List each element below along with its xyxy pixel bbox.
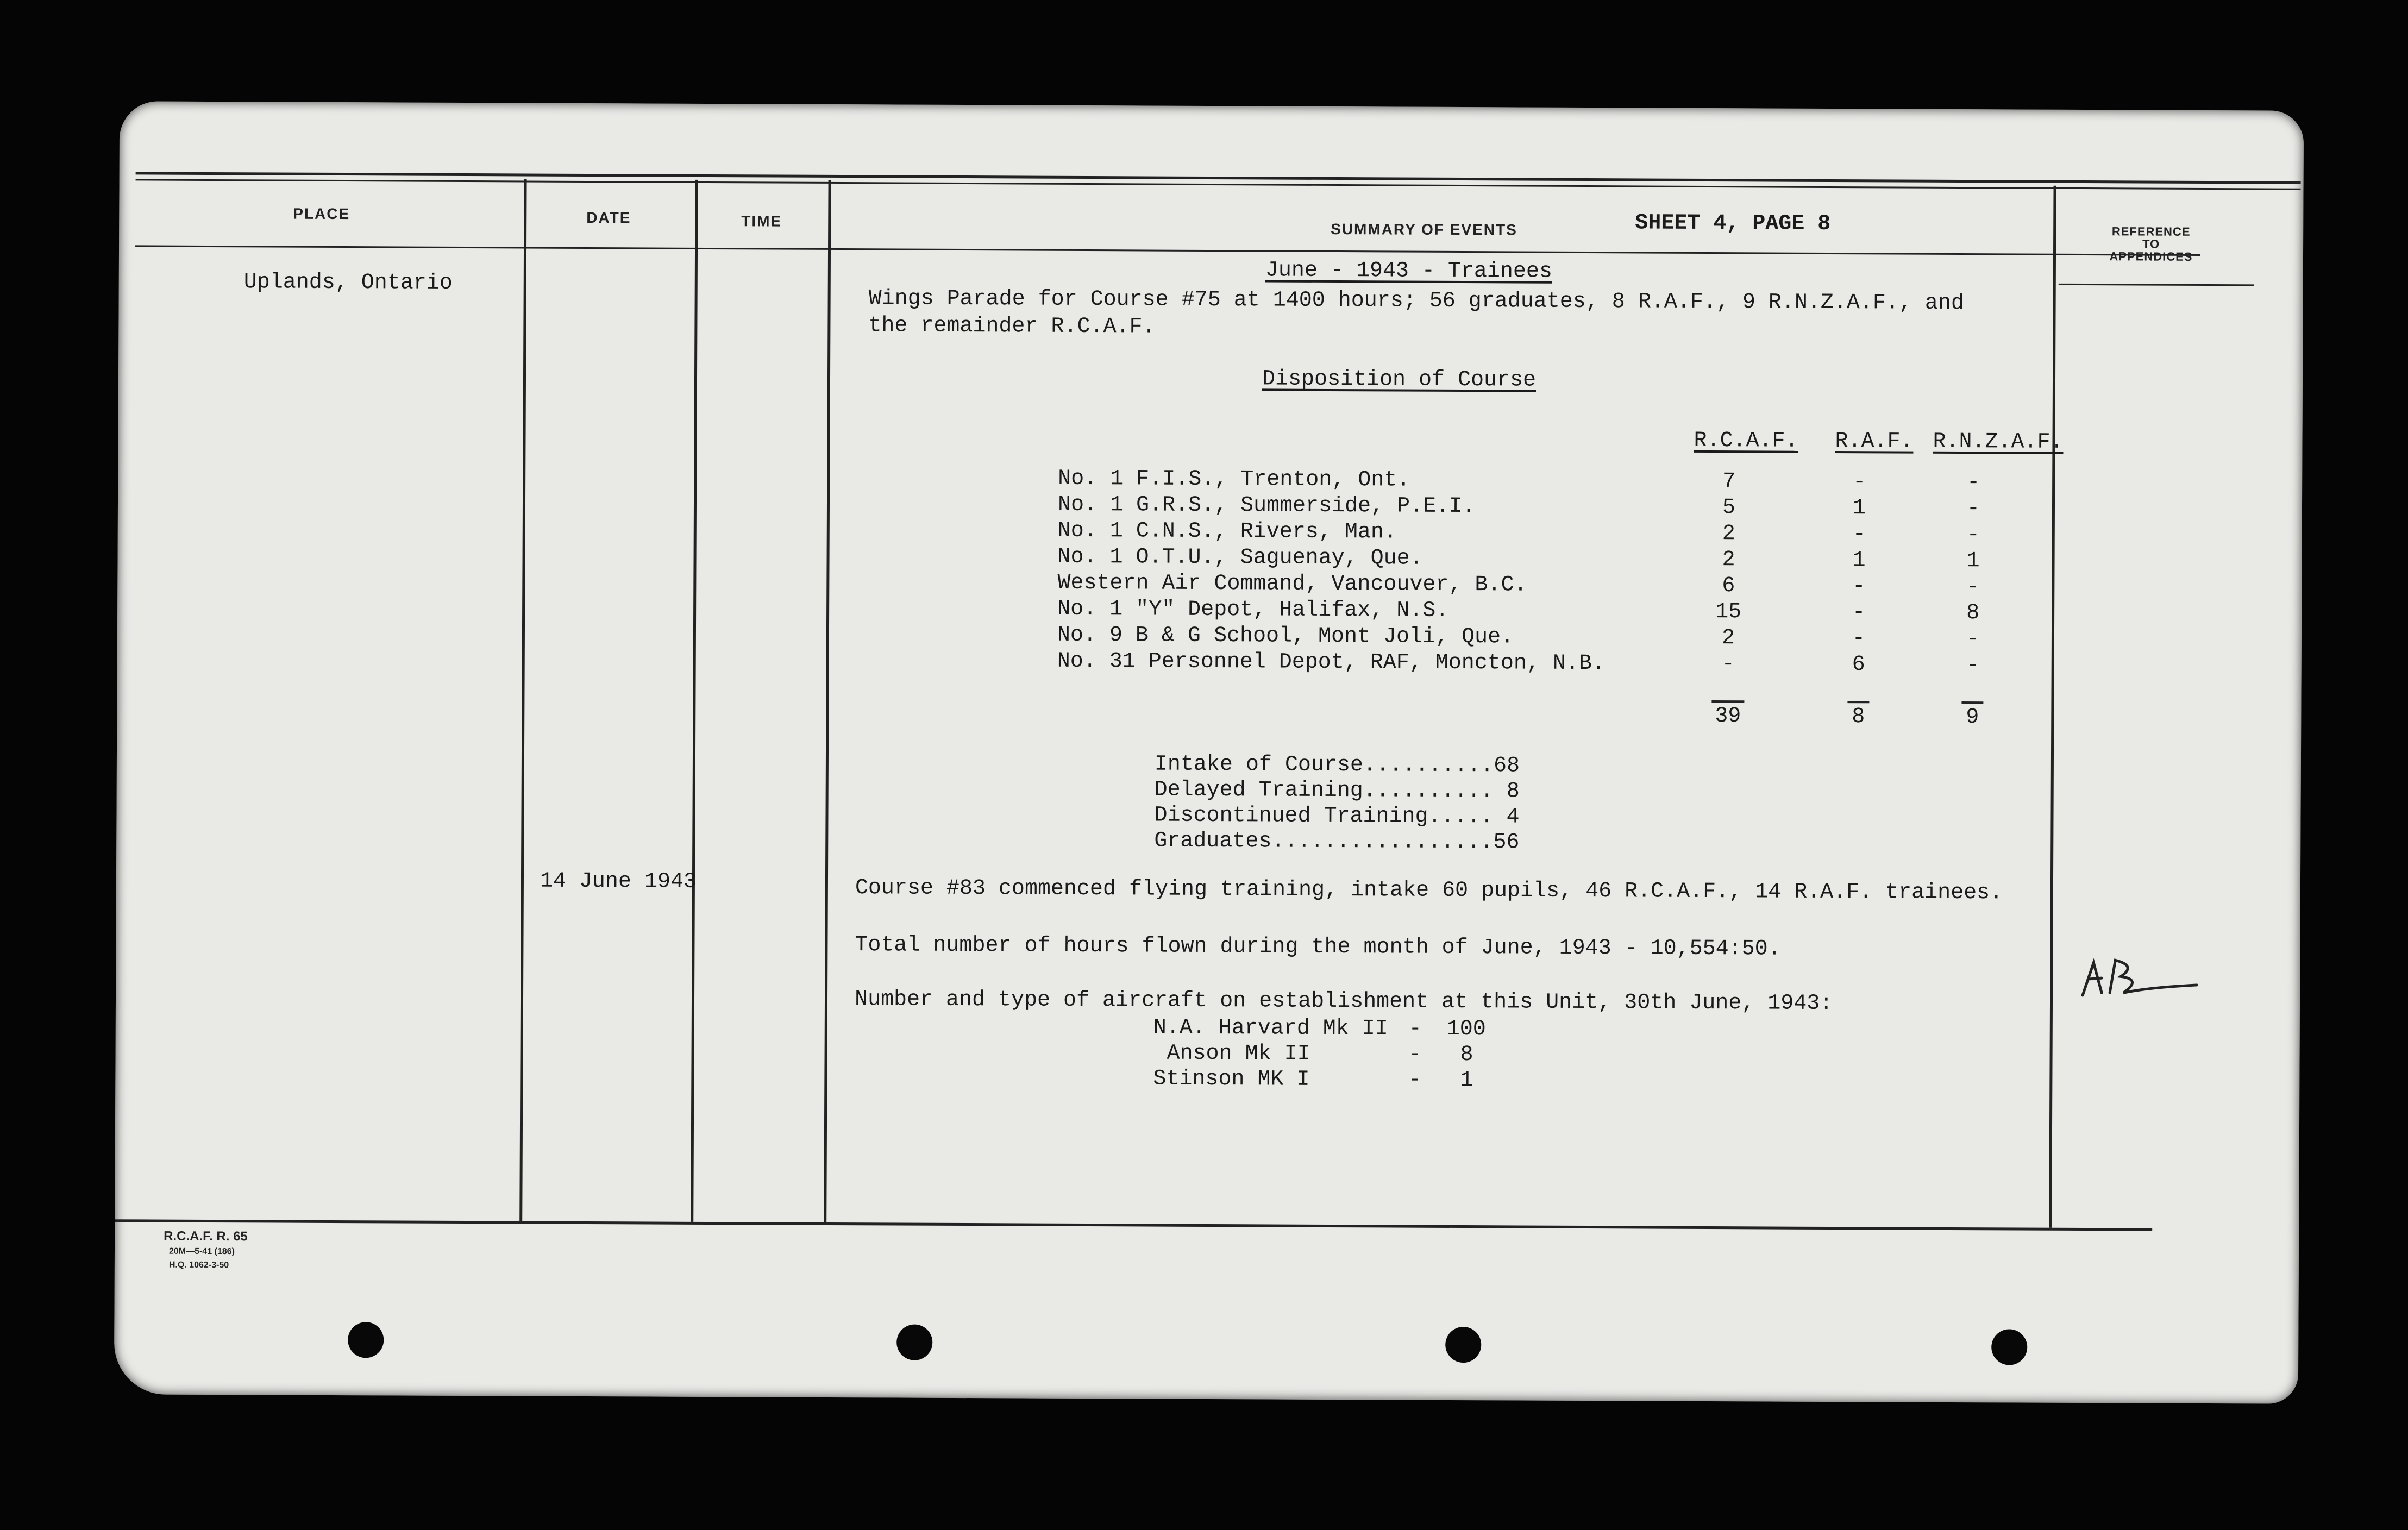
col-raf: R.A.F. <box>1835 429 1914 454</box>
wings-parade-line2: the remainder R.C.A.F. <box>868 313 1156 340</box>
reference-header-rule <box>2059 284 2254 286</box>
handwritten-initials-mark <box>2072 946 2208 1007</box>
rcaf-value: 6 <box>1722 574 1735 599</box>
rcaf-value: 15 <box>1715 600 1742 625</box>
rnzaf-value: - <box>1966 627 1980 652</box>
time-header: TIME <box>741 212 782 230</box>
discontinued-line: Discontinued Training..... 4 <box>1154 803 1520 830</box>
rcaf-value: 7 <box>1722 469 1736 494</box>
raf-value: - <box>1853 470 1866 495</box>
form-hq-ref: H.Q. 1062-3-50 <box>168 1260 229 1270</box>
rnzaf-value: 1 <box>1966 549 1980 574</box>
delayed-line: Delayed Training.......... 8 <box>1154 777 1520 804</box>
row-label: No. 1 G.R.S., Summerside, P.E.I. <box>1057 492 1476 519</box>
place-uplands: Uplands, Ontario <box>243 270 453 296</box>
intake-line: Intake of Course..........68 <box>1154 752 1520 779</box>
aircraft-dash: - <box>1408 1017 1422 1042</box>
aircraft-count: 1 <box>1460 1068 1473 1093</box>
raf-value: - <box>1852 522 1866 547</box>
rnzaf-value: - <box>1966 653 1979 678</box>
rcaf-value: 2 <box>1722 548 1735 573</box>
rnzaf-value: - <box>1967 471 1980 496</box>
punch-hole <box>348 1322 384 1358</box>
hours-flown-line: Total number of hours flown during the month of June, 1943 - 10,554:50. <box>855 933 1781 962</box>
raf-value: - <box>1852 626 1866 651</box>
col-rnzaf: R.N.Z.A.F. <box>1933 429 2064 455</box>
aircraft-intro: Number and type of aircraft on establishment at this Unit, 30th June, 1943: <box>854 987 1833 1017</box>
disposition-title: Disposition of Course <box>1262 367 1537 393</box>
aircraft-count: 8 <box>1460 1043 1473 1068</box>
form-number: R.C.A.F. R. 65 <box>164 1228 248 1244</box>
rcaf-value: 2 <box>1722 522 1735 547</box>
row-label: No. 1 C.N.S., Rivers, Man. <box>1057 518 1397 545</box>
date-header: DATE <box>586 209 631 227</box>
rcaf-value: 2 <box>1721 626 1735 651</box>
rcaf-total: 39 <box>1711 700 1744 731</box>
row-label: No. 31 Personnel Depot, RAF, Moncton, N.B. <box>1057 649 1605 676</box>
reference-header: REFERENCE TO APPENDICES <box>2109 224 2193 264</box>
aircraft-count: 100 <box>1446 1017 1486 1042</box>
bottom-rule <box>115 1219 2152 1231</box>
date-14-june: 14 June 1943 <box>540 869 697 894</box>
aircraft-type: Anson Mk II <box>1167 1041 1310 1067</box>
raf-total: 8 <box>1847 701 1869 731</box>
rnzaf-value: - <box>1966 497 1980 522</box>
aircraft-dash: - <box>1408 1068 1422 1093</box>
aircraft-type: N.A. Harvard Mk II <box>1153 1015 1388 1042</box>
course-83-line: Course #83 commenced flying training, intake 60 pupils, 46 R.C.A.F., 14 R.A.F. trainees. <box>855 876 2003 906</box>
raf-value: 1 <box>1852 496 1866 521</box>
graduates-line: Graduates.................56 <box>1154 829 1520 855</box>
rnzaf-value: 8 <box>1966 601 1980 626</box>
top-rule <box>136 172 2301 184</box>
row-label: No. 9 B & G School, Mont Joli, Que. <box>1057 623 1514 650</box>
aircraft-dash: - <box>1408 1042 1422 1067</box>
punch-hole <box>896 1325 932 1360</box>
place-header: PLACE <box>293 205 350 223</box>
place-column-divider <box>519 179 526 1221</box>
row-label: No. 1 O.T.U., Saguenay, Que. <box>1057 544 1423 571</box>
rnzaf-value: - <box>1966 523 1980 548</box>
raf-value: 1 <box>1852 548 1866 573</box>
rcaf-value: 5 <box>1722 496 1736 521</box>
diary-sheet <box>114 101 2304 1404</box>
raf-value: - <box>1852 600 1866 625</box>
rcaf-value: - <box>1721 652 1735 677</box>
month-heading: June - 1943 - Trainees <box>1265 258 1553 284</box>
time-column-divider <box>824 180 831 1222</box>
form-print-run: 20M—5-41 (186) <box>168 1246 235 1257</box>
summary-header: SUMMARY OF EVENTS <box>1331 220 1517 239</box>
row-label: No. 1 "Y" Depot, Halifax, N.S. <box>1057 597 1449 623</box>
punch-hole <box>1991 1329 2027 1365</box>
date-column-divider <box>691 180 698 1222</box>
row-label: No. 1 F.I.S., Trenton, Ont. <box>1058 466 1410 493</box>
sheet-number: SHEET 4, PAGE 8 <box>1635 211 1831 236</box>
aircraft-type: Stinson MK I <box>1153 1067 1310 1092</box>
raf-value: 6 <box>1852 653 1865 678</box>
wings-parade-line1: Wings Parade for Course #75 at 1400 hours; 56 graduates, 8 R.A.F., 9 R.N.Z.A.F., and <box>868 286 1965 316</box>
punch-hole <box>1445 1327 1481 1363</box>
header-rule <box>135 245 2200 256</box>
summary-column-divider <box>2049 186 2056 1228</box>
rnzaf-value: - <box>1966 575 1980 600</box>
row-label: Western Air Command, Vancouver, B.C. <box>1057 570 1527 598</box>
col-rcaf: R.C.A.F. <box>1694 428 1798 454</box>
raf-value: - <box>1852 574 1866 599</box>
rnzaf-total: 9 <box>1961 701 1983 732</box>
